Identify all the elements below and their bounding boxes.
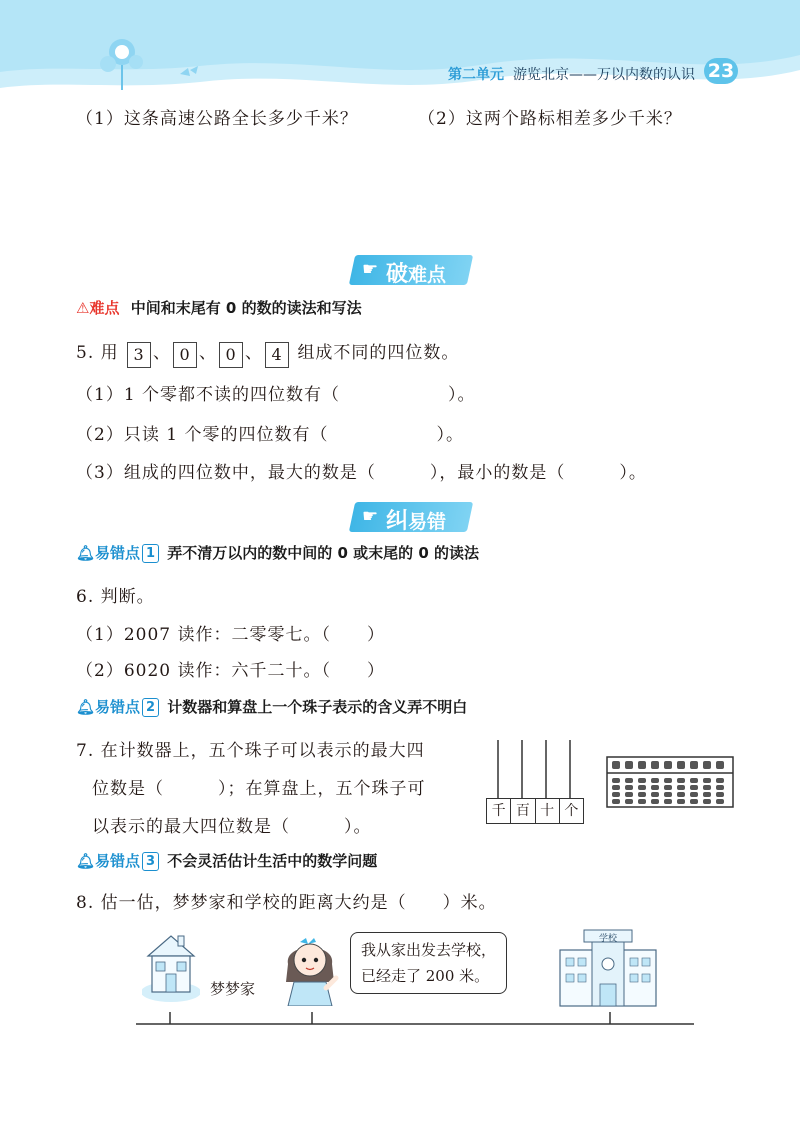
q5-part2: （2）只读 1 个零的四位数有（ ）。 bbox=[76, 425, 464, 445]
warning-triangle-icon: ⚠ bbox=[76, 299, 90, 317]
section-error-rest: 易错 bbox=[408, 511, 447, 533]
counter-label-hundreds: 百 bbox=[511, 799, 535, 823]
hard-point-line bbox=[76, 297, 362, 318]
counting-frame bbox=[486, 736, 582, 826]
digit-card: 0 bbox=[173, 342, 197, 368]
separator: 、 bbox=[245, 343, 264, 363]
bell-icon: 🔔︎ bbox=[76, 698, 96, 716]
section-banner-error bbox=[352, 502, 470, 532]
error-text: 不会灵活估计生活中的数学问题 bbox=[167, 852, 378, 870]
q-top-part2: （2）这两个路标相差多少千米？ bbox=[418, 109, 682, 129]
bell-icon: 🔔︎ bbox=[76, 544, 96, 562]
error-text: 弄不清万以内的数中间的 0 或末尾的 0 的读法 bbox=[167, 544, 480, 562]
q7-line1: 7. 在计数器上，五个珠子可以表示的最大四 bbox=[76, 741, 425, 761]
q5-suffix: 组成不同的四位数。 bbox=[297, 343, 460, 363]
abacus bbox=[606, 756, 734, 808]
error-number: 2 bbox=[142, 698, 159, 717]
pointing-hand-icon: ☛ bbox=[362, 506, 379, 527]
error-tag: 易错点 bbox=[95, 544, 141, 562]
error-point-1 bbox=[76, 542, 479, 563]
bell-icon: 🔔︎ bbox=[76, 852, 96, 870]
section-error-first: 纠 bbox=[386, 509, 409, 534]
q-top-part1: （1）这条高速公路全长多少千米？ bbox=[76, 109, 358, 129]
unit-title: 游览北京——万以内数的认识 bbox=[513, 67, 695, 83]
error-text: 计数器和算盘上一个珠子表示的含义弄不明白 bbox=[167, 698, 468, 716]
counter-label-tens: 十 bbox=[536, 799, 560, 823]
q6-part1: （1）2007 读作：二零零七。（ ） bbox=[76, 625, 385, 645]
counter-label-thousands: 千 bbox=[487, 799, 511, 823]
speech-bubble bbox=[350, 932, 507, 994]
error-point-3 bbox=[76, 850, 377, 871]
digit-card: 3 bbox=[127, 342, 151, 368]
error-tag: 易错点 bbox=[95, 852, 141, 870]
home-label: 梦梦家 bbox=[210, 980, 256, 998]
q5-stem bbox=[76, 338, 459, 368]
bubble-line1: 我从家出发去学校， bbox=[361, 941, 497, 959]
section-banner-hard bbox=[352, 255, 470, 285]
page-number: 23 bbox=[704, 58, 738, 84]
q7-line2: 位数是（ ）；在算盘上，五个珠子可 bbox=[92, 779, 426, 799]
bubble-line2: 已经走了 200 米。 bbox=[361, 967, 490, 985]
digit-card: 4 bbox=[265, 342, 289, 368]
hard-point-tag: 难点 bbox=[89, 299, 120, 317]
section-hard-rest: 难点 bbox=[408, 264, 447, 286]
header-wave-decoration bbox=[0, 0, 800, 110]
separator: 、 bbox=[199, 343, 218, 363]
q6-part2: （2）6020 读作：六千二十。（ ） bbox=[76, 661, 385, 681]
separator: 、 bbox=[153, 343, 172, 363]
section-hard-first: 破 bbox=[386, 262, 409, 287]
hard-point-text: 中间和末尾有 0 的数的读法和写法 bbox=[130, 299, 362, 317]
error-number: 1 bbox=[142, 544, 159, 563]
q5-part3: （3）组成的四位数中，最大的数是（ ），最小的数是（ ）。 bbox=[76, 463, 647, 483]
q7-line3: 以表示的最大四位数是（ ）。 bbox=[92, 817, 372, 837]
house-illustration bbox=[142, 930, 200, 1002]
pointing-hand-icon: ☛ bbox=[362, 259, 379, 280]
girl-illustration bbox=[278, 930, 342, 1006]
digit-card: 0 bbox=[219, 342, 243, 368]
q5-part1: （1）1 个零都不读的四位数有（ ）。 bbox=[76, 385, 476, 405]
q8-text: 8. 估一估，梦梦家和学校的距离大约是（ ）米。 bbox=[76, 893, 497, 913]
q5-prefix: 5. 用 bbox=[76, 343, 119, 363]
counter-rods bbox=[486, 736, 582, 802]
q6-title: 6. 判断。 bbox=[76, 587, 155, 607]
error-point-2 bbox=[76, 696, 467, 717]
counter-label-ones: 个 bbox=[564, 803, 579, 819]
unit-label: 第二单元 bbox=[448, 67, 504, 83]
error-number: 3 bbox=[142, 852, 159, 871]
school-sign: 学校 bbox=[598, 934, 617, 944]
error-tag: 易错点 bbox=[95, 698, 141, 716]
distance-line bbox=[136, 1010, 696, 1030]
